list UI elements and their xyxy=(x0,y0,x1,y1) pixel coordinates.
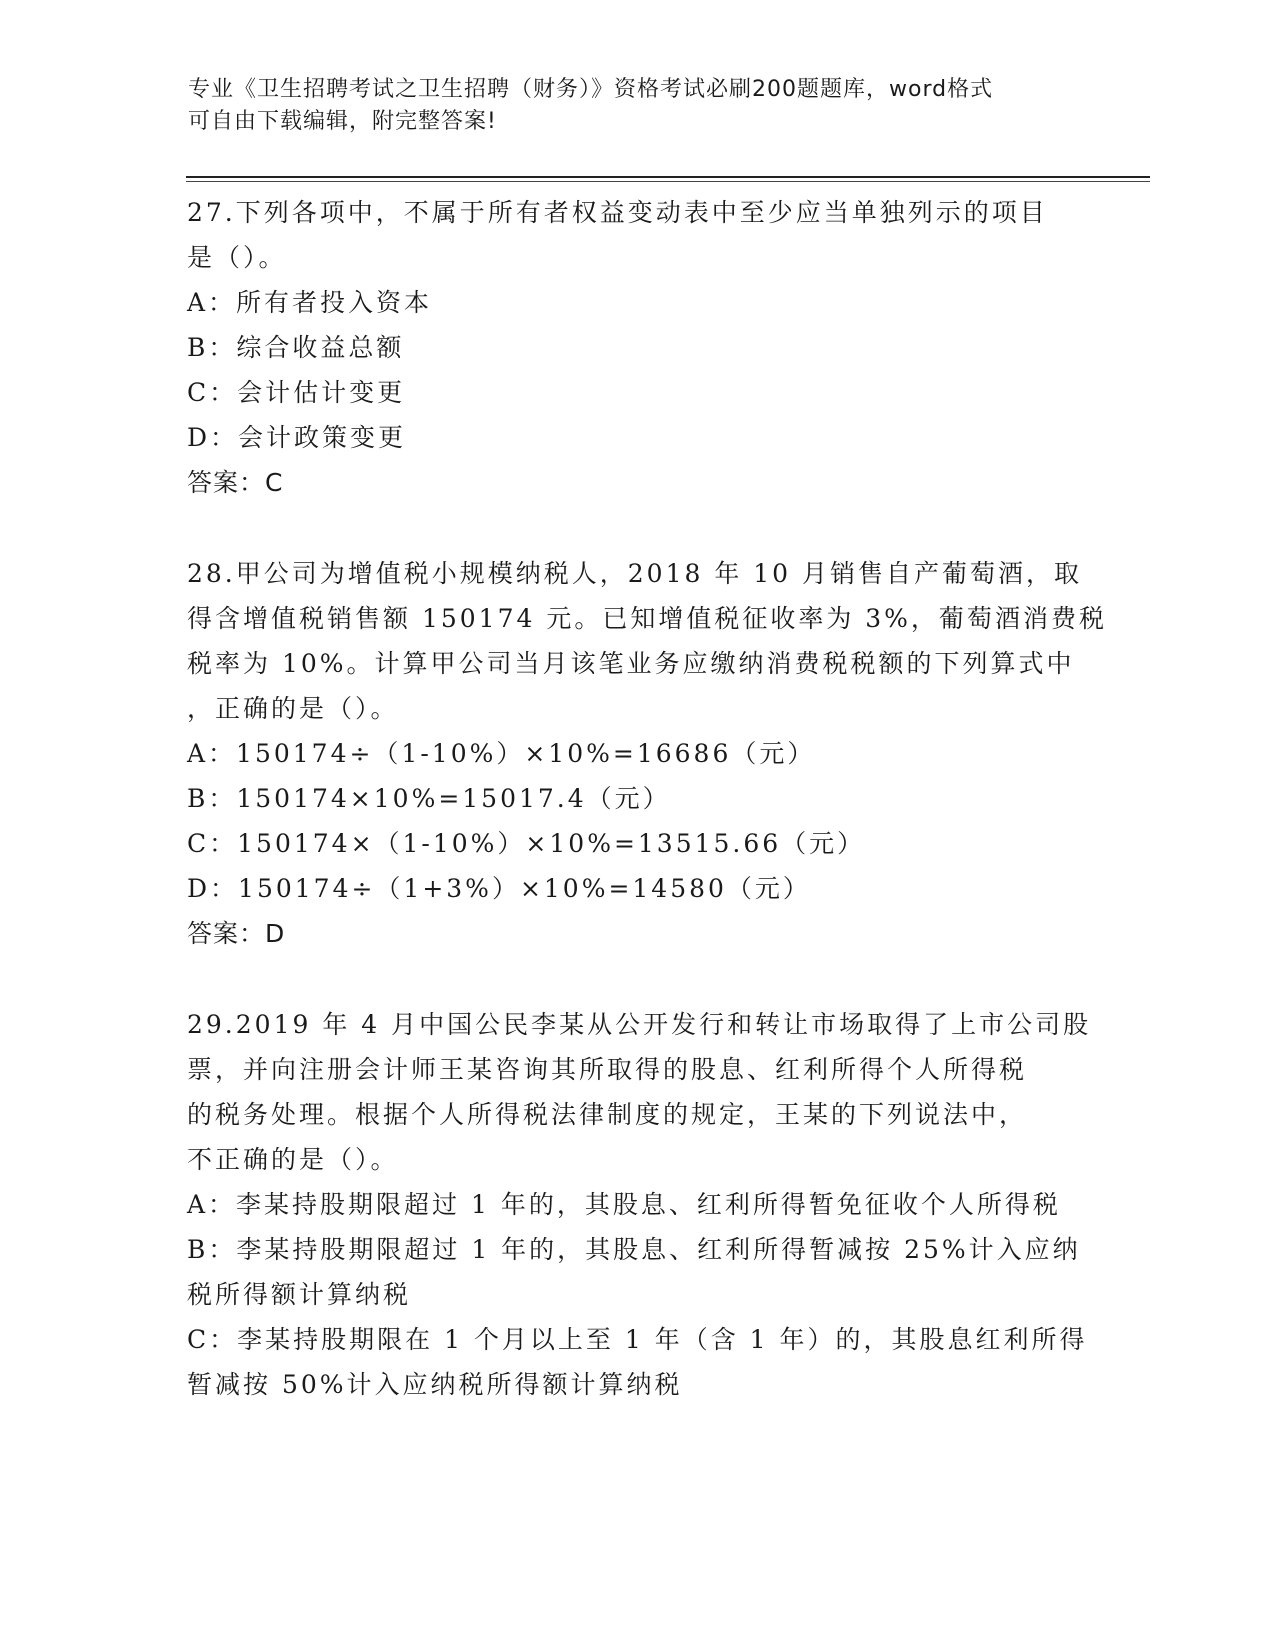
option-c: C：李某持股期限在 1 个月以上至 1 年（含 1 年）的，其股息红利所得 xyxy=(187,1325,1088,1354)
question-stem-line: 28.甲公司为增值税小规模纳税人，2018 年 10 月销售自产葡萄酒，取 xyxy=(187,559,1083,588)
option-d: D：会计政策变更 xyxy=(187,423,407,452)
question-stem-line: 得含增值税销售额 150174 元。已知增值税征收率为 3%，葡萄酒消费税 xyxy=(187,604,1107,633)
option-c-continued: 暂减按 50%计入应纳税所得额计算纳税 xyxy=(187,1370,683,1399)
header-divider xyxy=(186,176,1150,178)
option-b: B：150174×10%=15017.4（元） xyxy=(187,784,671,813)
option-d: D：150174÷（1+3%）×10%=14580（元） xyxy=(187,874,811,903)
header-line: 专业《卫生招聘考试之卫生招聘（财务）》资格考试必刷200题题库，word格式 xyxy=(188,77,994,102)
question-28 xyxy=(187,551,1107,956)
question-27 xyxy=(187,190,1087,505)
question-29 xyxy=(187,1002,1092,1407)
option-a: A：李某持股期限超过 1 年的，其股息、红利所得暂免征收个人所得税 xyxy=(187,1190,1061,1219)
document-header xyxy=(188,74,1068,138)
option-b: B：李某持股期限超过 1 年的，其股息、红利所得暂减按 25%计入应纳 xyxy=(187,1235,1081,1264)
answer: 答案：D xyxy=(187,919,286,948)
header-divider-thin xyxy=(186,181,1150,182)
question-stem-line: 29.2019 年 4 月中国公民李某从公开发行和转让市场取得了上市公司股 xyxy=(187,1010,1092,1039)
option-b: B：综合收益总额 xyxy=(187,333,405,362)
question-stem-line: 的税务处理。根据个人所得税法律制度的规定，王某的下列说法中， xyxy=(187,1100,1028,1129)
question-list xyxy=(187,190,1107,1453)
option-c: C：150174×（1-10%）×10%=13515.66（元） xyxy=(187,829,866,858)
option-a: A：所有者投入资本 xyxy=(187,288,433,317)
header-line: 可自由下载编辑，附完整答案! xyxy=(188,109,497,134)
question-stem-line: ，正确的是（）。 xyxy=(187,694,399,723)
question-stem-line: 是（）。 xyxy=(187,243,287,272)
question-stem-line: 不正确的是（）。 xyxy=(187,1145,399,1174)
option-c: C：会计估计变更 xyxy=(187,378,406,407)
question-stem-line: 票，并向注册会计师王某咨询其所取得的股息、红利所得个人所得税 xyxy=(187,1055,1028,1084)
option-a: A：150174÷（1-10%）×10%=16686（元） xyxy=(187,739,816,768)
question-stem-line: 税率为 10%。计算甲公司当月该笔业务应缴纳消费税税额的下列算式中 xyxy=(187,649,1075,678)
option-b-continued: 税所得额计算纳税 xyxy=(187,1280,412,1309)
question-stem-line: 27.下列各项中，不属于所有者权益变动表中至少应当单独列示的项目 xyxy=(187,198,1048,227)
answer: 答案：C xyxy=(187,468,284,497)
